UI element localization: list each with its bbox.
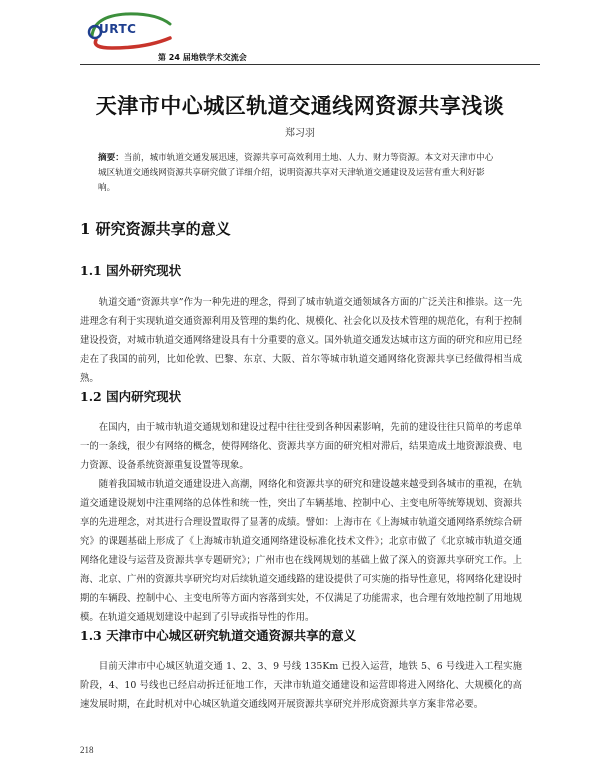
paper-title: 天津市中心城区轨道交通线网资源共享浅谈 bbox=[95, 93, 505, 118]
logo-text: URTC bbox=[99, 22, 137, 36]
section-1-2-paragraph-2: 随着我国城市轨道交通建设进入高潮，网络化和资源共享的研究和建设越来越受到各城市的重视，在轨道交通建设规划中注重网络的总体性和统一性，突出了车辆基地、控制中心、主变电所等统筹规划、资源共享的先进理念，对其进行合理设置取得了显著的成绩。譬如：上海市在《上海城市轨道交通网络系统综合研究》的课题基础上形成了《上海城市轨道交通网络建设标准化技术文件》；北京市做了《北京城市轨道交通网络化建设与运营及资源共享专题研究》；广州市也在线网规划的基础上做了深入的资源共享研究工作。上海、北京、广州的资源共享研究均对后续轨道交通线路的建设提供了可实施的指导性意见，将网络化建设时期的车辆段、控制中心、主变电所等方面内容落到实处，不仅满足了功能需求，也合理有效地控制了用地规模。在轨道交通规划建设中起到了引导或指导性的作用。 bbox=[80, 479, 522, 623]
section-1-3-paragraph: 目前天津市中心城区轨道交通 1、2、3、9 号线 135Km 已投入运营，地铁 5、6 号线进入工程实施阶段，4、10 号线也已经启动拆迁征地工作，天津市轨道交通建设和运营即将进入网络化、大规模化的高速发展时期，在此时机对中心城区轨道交通线网开展资源共享研究并形成资源共享方案非常必要。 bbox=[80, 661, 522, 710]
conference-name: 第 24 届地铁学术交流会 bbox=[158, 53, 247, 62]
page-header bbox=[0, 0, 600, 66]
section-1-heading: 1 研究资源共享的意义 bbox=[80, 220, 231, 238]
section-1-3-heading: 1.3 天津市中心城区研究轨道交通资源共享的意义 bbox=[80, 628, 357, 643]
abstract-label: 摘要： bbox=[98, 153, 124, 163]
section-1-2-heading: 1.2 国内研究现状 bbox=[80, 389, 182, 404]
section-1-1-paragraph: 轨道交通“资源共享”作为一种先进的理念，得到了城市轨道交通领域各方面的广泛关注和推崇。这一先进理念有利于实现轨道交通资源利用及管理的集约化、规模化、社会化以及技术管理的规范化，有利于控制建设投资，对城市轨道交通网络建设具有十分重要的意义。国外轨道交通发达城市这方面的研究和应用已经走在了我国的前列，比如伦敦、巴黎、东京、大阪、首尔等城市轨道交通网络化资源共享已经做得相当成熟。 bbox=[80, 297, 522, 384]
header-divider bbox=[80, 64, 540, 65]
page-number: 218 bbox=[80, 745, 94, 755]
section-1-2-paragraph-1: 在国内，由于城市轨道交通规划和建设过程中往往受到各种因素影响，先前的建设往往只简单的考虑单一的一条线，很少有网络的概念，使得网络化、资源共享方面的研究相对滞后，结果造成土地资源浪费、电力资源、设备系统资源重复设置等现象。 bbox=[80, 422, 522, 471]
section-1-1-heading: 1.1 国外研究现状 bbox=[80, 263, 182, 278]
author-name: 郑习羽 bbox=[285, 128, 315, 139]
abstract-text: 当前，城市轨道交通发展迅速，资源共享可高效利用土地、人力、财力等资源。本文对天津市中心城区轨道交通线网资源共享研究做了详细介绍，说明资源共享对天津轨道交通建设及运营有重大利好影响。 bbox=[98, 153, 494, 193]
abstract bbox=[98, 151, 498, 196]
